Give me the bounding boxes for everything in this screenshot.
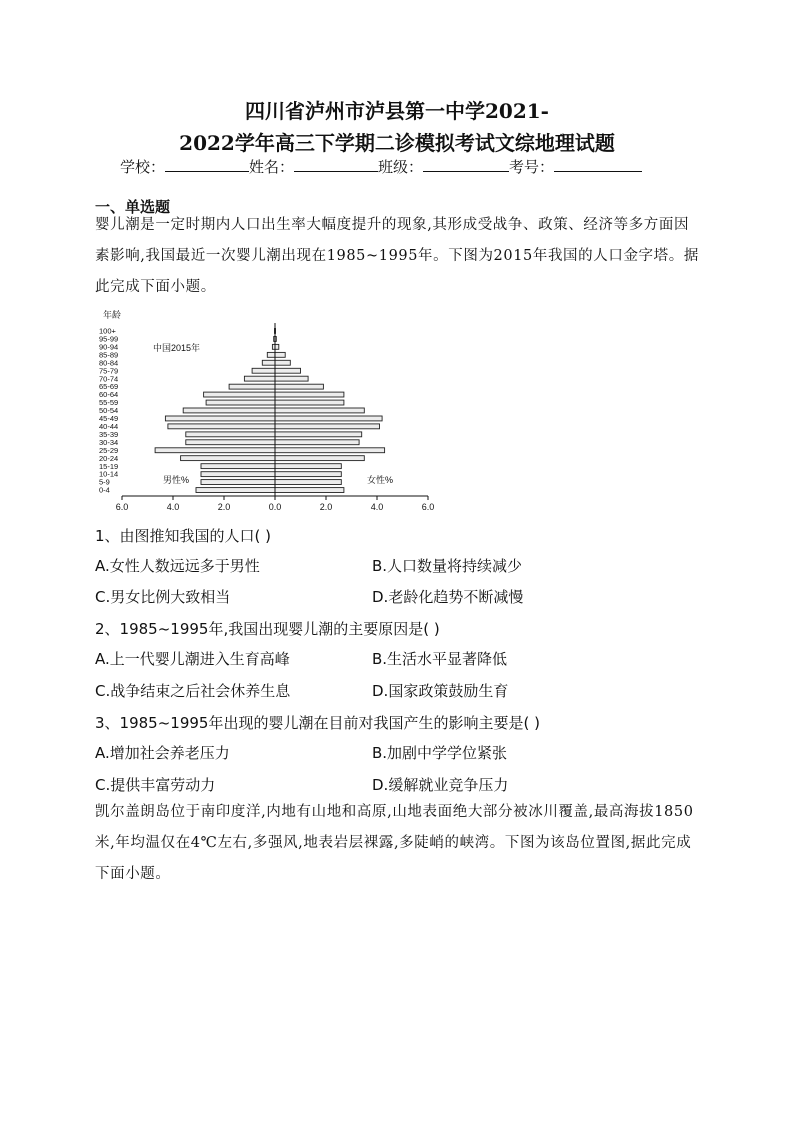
male-bar-30-34: [186, 440, 275, 445]
age-label-45-49: 45-49: [99, 414, 119, 424]
male-bar-55-59: [206, 400, 275, 405]
question-3-stem: 3、1985~1995年出现的婴儿潮在目前对我国产生的影响主要是( ): [95, 714, 540, 732]
female-bar-65-69: [275, 384, 323, 389]
class-blank[interactable]: [423, 157, 509, 172]
male-bar-15-19: [201, 464, 275, 469]
question-2-option-a[interactable]: A.上一代婴儿潮进入生育高峰: [95, 650, 290, 668]
question-1-option-a[interactable]: A.女性人数远远多于男性: [95, 557, 260, 575]
age-label-85-89: 85-89: [99, 350, 119, 360]
female-axis-label: 女性%: [367, 475, 394, 485]
name-blank[interactable]: [294, 157, 378, 172]
question-1-option-c[interactable]: C.男女比例大致相当: [95, 588, 231, 606]
male-bar-75-79: [252, 368, 275, 373]
female-bar-50-54: [275, 408, 364, 413]
female-bar-15-19: [275, 464, 341, 469]
chart-title: 中国2015年: [153, 343, 201, 353]
age-label-30-34: 30-34: [99, 437, 119, 447]
x-tick-label-5: 4.0: [370, 502, 384, 512]
student-info-row: [120, 156, 642, 177]
x-tick-label-4: 2.0: [319, 502, 333, 512]
male-bar-70-74: [244, 376, 275, 381]
female-bar-80-84: [275, 360, 290, 365]
male-bar-85-89: [267, 352, 275, 357]
age-label-95-99: 95-99: [99, 334, 119, 344]
x-tick-label-2: 2.0: [217, 502, 231, 512]
male-axis-label: 男性%: [163, 475, 190, 485]
population-pyramid-chart: [95, 305, 440, 515]
question-3-option-b[interactable]: B.加剧中学学位紧张: [372, 744, 508, 762]
age-label-75-79: 75-79: [99, 366, 119, 376]
male-bar-10-14: [201, 472, 275, 477]
female-bar-75-79: [275, 368, 301, 373]
age-label-35-39: 35-39: [99, 430, 119, 439]
name-label: 姓名：: [249, 158, 295, 176]
female-bar-45-49: [275, 416, 382, 421]
question-1-option-d[interactable]: D.老龄化趋势不断减慢: [372, 588, 524, 606]
x-tick-label-3: 0.0: [268, 502, 282, 512]
male-bar-45-49: [165, 416, 275, 421]
x-tick-label-1: 4.0: [166, 502, 180, 512]
male-bar-40-44: [168, 424, 275, 429]
male-bar-50-54: [183, 408, 275, 413]
female-bar-55-59: [275, 400, 344, 405]
question-2-option-d[interactable]: D.国家政策鼓励生育: [372, 682, 509, 700]
age-label-20-24: 20-24: [99, 453, 119, 463]
age-label-40-44: 40-44: [99, 422, 119, 431]
female-bar-40-44: [275, 424, 380, 429]
question-3-option-a[interactable]: A.增加社会养老压力: [95, 744, 230, 762]
age-label-100+: 100+: [99, 326, 116, 336]
x-tick-label-6: 6.0: [421, 502, 435, 512]
male-bar-0-4: [196, 488, 275, 493]
question-2-option-b[interactable]: B.生活水平显著降低: [372, 650, 508, 668]
question-3-option-c[interactable]: C.提供丰富劳动力: [95, 776, 216, 794]
female-bar-30-34: [275, 440, 359, 445]
question-1-option-b[interactable]: B.人口数量将持续减少: [372, 557, 523, 575]
female-bar-90-94: [275, 344, 279, 349]
age-label-50-54: 50-54: [99, 406, 119, 416]
age-label-70-74: 70-74: [99, 374, 119, 384]
age-label-80-84: 80-84: [99, 358, 119, 368]
id-label: 考号：: [509, 158, 555, 176]
male-bar-35-39: [186, 432, 275, 437]
age-label-25-29: 25-29: [99, 445, 119, 455]
age-label-90-94: 90-94: [99, 342, 119, 352]
passage-1: 婴儿潮是一定时期内人口出生率大幅度提升的现象,其形成受战争、政策、经济等多方面因素影响,我国最近一次婴儿潮出现在1985~1995年。下图为2015年我国的人口金字塔。据此完成下面小题。: [95, 217, 699, 295]
passage-2: 凯尔盖朗岛位于南印度洋,内地有山地和高原,山地表面绝大部分被冰川覆盖,最高海拔1850米,年均温仅在4℃左右,多强风,地表岩层裸露,多陡峭的峡湾。下图为该岛位置图,据此完成下面小题。: [95, 804, 694, 882]
title-line-2: 2022学年高三下学期二诊模拟考试文综地理试题: [179, 131, 615, 155]
female-bar-35-39: [275, 432, 362, 437]
age-label-65-69: 65-69: [99, 382, 119, 392]
male-bar-20-24: [181, 456, 275, 461]
age-label-55-59: 55-59: [99, 398, 119, 408]
age-label-60-64: 60-64: [99, 390, 119, 400]
age-label-10-14: 10-14: [99, 469, 119, 479]
school-blank[interactable]: [165, 157, 249, 172]
female-bar-20-24: [275, 456, 364, 461]
id-blank[interactable]: [554, 157, 642, 172]
age-label-0-4: 0-4: [99, 485, 110, 495]
question-1-stem: 1、由图推知我国的人口( ): [95, 527, 272, 545]
male-bar-5-9: [201, 480, 275, 485]
female-bar-5-9: [275, 480, 341, 485]
age-label-5-9: 5-9: [99, 477, 110, 487]
school-label: 学校：: [120, 158, 166, 176]
female-bar-70-74: [275, 376, 308, 381]
male-bar-65-69: [229, 384, 275, 389]
title-line-1: 四川省泸州市泸县第一中学2021-: [245, 99, 549, 123]
question-3-option-d[interactable]: D.缓解就业竞争压力: [372, 776, 509, 794]
question-2-stem: 2、1985~1995年,我国出现婴儿潮的主要原因是( ): [95, 620, 440, 638]
question-2-option-c[interactable]: C.战争结束之后社会休养生息: [95, 682, 291, 700]
female-bar-25-29: [275, 448, 385, 453]
female-bar-10-14: [275, 472, 341, 477]
male-bar-25-29: [155, 448, 275, 453]
x-tick-label-0: 6.0: [115, 502, 129, 512]
male-bar-60-64: [204, 392, 275, 397]
male-bar-80-84: [262, 360, 275, 365]
chart-ylabel: 年龄: [103, 310, 122, 320]
class-label: 班级：: [378, 158, 424, 176]
section-heading: 一、单选题: [95, 198, 171, 216]
female-bar-85-89: [275, 352, 285, 357]
female-bar-60-64: [275, 392, 344, 397]
female-bar-0-4: [275, 488, 344, 493]
age-label-15-19: 15-19: [99, 461, 119, 471]
